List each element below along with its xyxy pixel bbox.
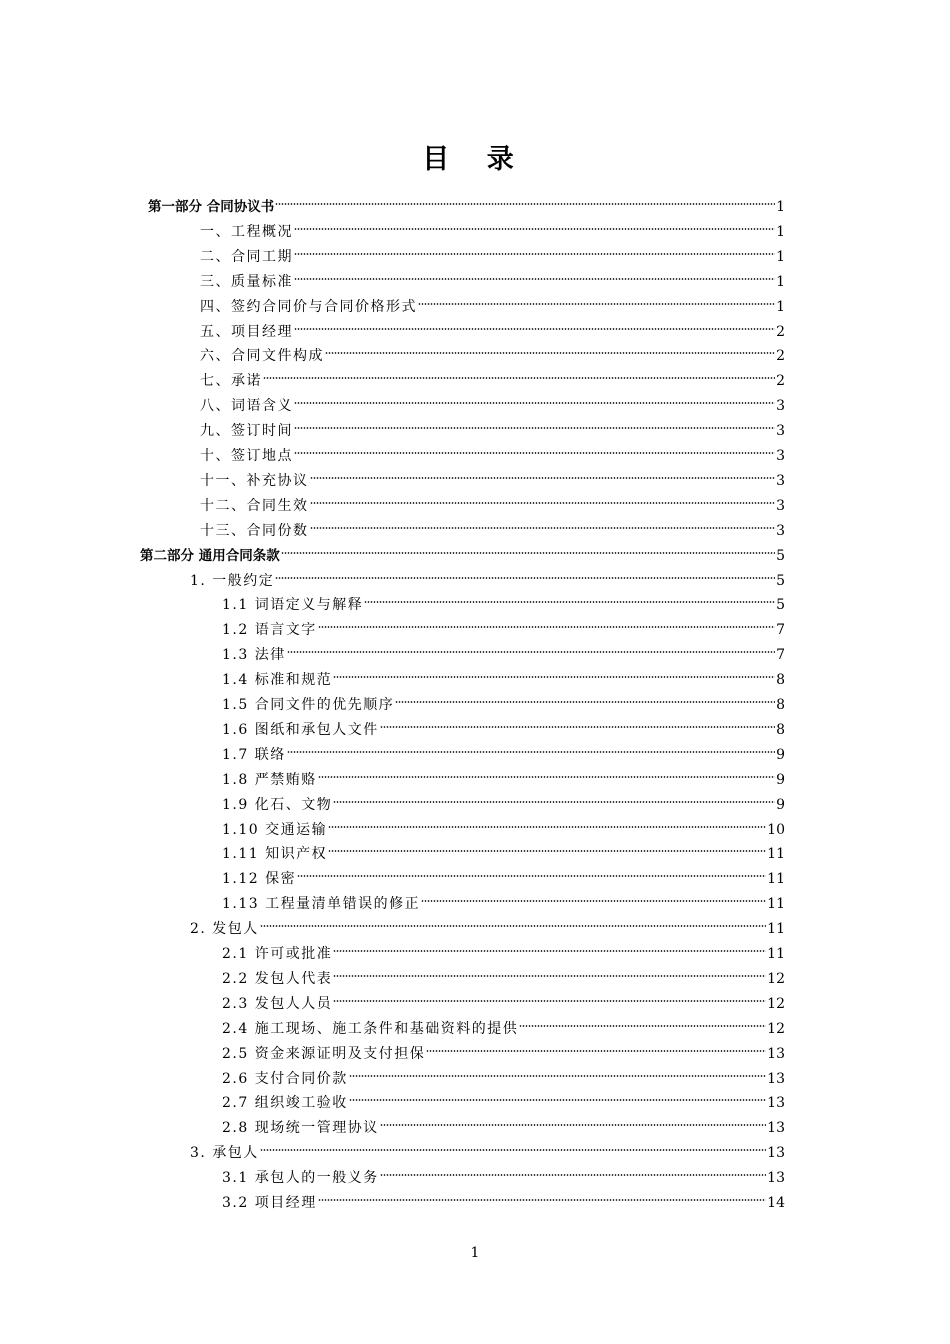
- toc-entry-label: 3. 承包人: [190, 1145, 259, 1162]
- toc-entry[interactable]: [190, 569, 785, 594]
- toc-entry-label: 2.3 发包人人员: [222, 995, 333, 1012]
- toc-entry[interactable]: [148, 195, 785, 220]
- toc-entry-page: 3: [776, 497, 785, 514]
- toc-leader-dots: [260, 923, 766, 929]
- toc-entry-page: 13: [767, 1070, 785, 1087]
- toc-entry-page: 9: [776, 771, 785, 788]
- toc-entry-label: 八、词语含义: [200, 398, 293, 415]
- toc-leader-dots: [294, 276, 775, 282]
- toc-entry-label: 二、合同工期: [200, 248, 293, 265]
- toc-entry-page: 1: [776, 223, 785, 240]
- toc-leader-dots: [333, 674, 775, 680]
- toc-entry-page: 13: [767, 1145, 785, 1162]
- toc-entry-label: 十、签订地点: [200, 448, 293, 464]
- toc-leader-dots: [263, 375, 775, 381]
- toc-leader-dots: [380, 724, 775, 730]
- toc-leader-dots: [395, 699, 775, 705]
- toc-entry[interactable]: [222, 992, 785, 1017]
- toc-leader-dots: [349, 1073, 766, 1079]
- toc-entry-page: 11: [767, 896, 785, 913]
- toc-entry[interactable]: [222, 1042, 785, 1067]
- toc-entry-label: 2.7 组织竣工验收: [222, 1095, 348, 1112]
- toc-entry[interactable]: [200, 494, 785, 519]
- toc-entry-page: 9: [776, 746, 785, 763]
- toc-leader-dots: [333, 998, 766, 1004]
- toc-leader-dots: [287, 649, 775, 655]
- toc-entry-label: 六、合同文件构成: [200, 348, 324, 365]
- toc-leader-dots: [294, 326, 775, 332]
- toc-entry-label: 1.2 语言文字: [222, 622, 317, 639]
- toc-entry-page: 13: [767, 1120, 785, 1137]
- toc-entry[interactable]: [222, 818, 785, 843]
- toc-entry-page: 10: [767, 821, 785, 838]
- toc-entry-page: 2: [776, 348, 785, 365]
- toc-entry[interactable]: [200, 444, 785, 469]
- toc-entry-label: 2.1 许可或批准: [222, 946, 333, 962]
- toc-entry-label: 七、承诺: [200, 373, 262, 390]
- toc-entry-page: 5: [776, 547, 785, 564]
- toc-entry-label: 1.8 严禁贿赂: [222, 771, 317, 788]
- toc-entry-label: 十三、合同份数: [200, 522, 309, 539]
- toc-entry[interactable]: [222, 643, 785, 668]
- toc-entry[interactable]: [222, 1017, 785, 1042]
- toc-entry[interactable]: [222, 768, 785, 793]
- toc-entry-label: 一、工程概况: [200, 223, 293, 240]
- toc-entry[interactable]: [222, 693, 785, 718]
- toc-entry[interactable]: [200, 220, 785, 245]
- toc-entry-label: 五、项目经理: [200, 323, 293, 340]
- toc-leader-dots: [294, 226, 775, 232]
- toc-leader-dots: [328, 848, 766, 854]
- toc-entry-label: 十二、合同生效: [200, 497, 309, 514]
- toc-entry[interactable]: [222, 892, 785, 917]
- toc-entry-page: 14: [767, 1195, 785, 1211]
- toc-entry-label: 1.1 词语定义与解释: [222, 597, 364, 614]
- toc-leader-dots: [294, 425, 775, 431]
- toc-entry-page: 12: [767, 1020, 785, 1037]
- toc-entry[interactable]: [222, 1166, 785, 1191]
- toc-entry-page: 3: [776, 423, 785, 440]
- toc-entry-page: 11: [767, 871, 785, 888]
- toc-entry[interactable]: [200, 369, 785, 394]
- toc-entry-label: 1. 一般约定: [190, 572, 275, 589]
- toc-leader-dots: [380, 1122, 766, 1128]
- toc-entry-label: 三、质量标准: [200, 273, 293, 290]
- toc-entry-page: 1: [776, 273, 785, 290]
- toc-entry-page: 12: [767, 970, 785, 987]
- toc-entry[interactable]: [200, 419, 785, 444]
- toc-leader-dots: [325, 350, 775, 356]
- toc-leader-dots: [333, 973, 766, 979]
- toc-entry[interactable]: [222, 793, 785, 818]
- toc-entry[interactable]: [222, 1191, 785, 1216]
- toc-leader-dots: [275, 201, 775, 207]
- toc-entry[interactable]: [200, 270, 785, 295]
- toc-entry-page: 11: [767, 946, 785, 962]
- toc-entry[interactable]: [222, 1116, 785, 1141]
- toc-entry-page: 3: [776, 472, 785, 489]
- toc-entry[interactable]: [222, 1067, 785, 1092]
- toc-entry-label: 1.9 化石、文物: [222, 796, 333, 813]
- toc-entry-label: 1.4 标准和规范: [222, 672, 333, 689]
- toc-entry[interactable]: [222, 967, 785, 992]
- toc-leader-dots: [310, 525, 776, 531]
- toc-entry[interactable]: [222, 842, 785, 867]
- toc-leader-dots: [310, 500, 776, 506]
- toc-entry-label: 1.6 图纸和承包人文件: [222, 721, 379, 738]
- toc-leader-dots: [418, 301, 775, 307]
- page-title: 目 录: [422, 144, 528, 175]
- toc-entry-page: 1: [776, 248, 785, 265]
- toc-entry-label: 2.6 支付合同价款: [222, 1070, 348, 1087]
- toc-entry[interactable]: [200, 344, 785, 369]
- toc-entry-page: 13: [767, 1045, 785, 1062]
- toc-entry-label: 十一、补充协议: [200, 472, 309, 489]
- toc-entry-page: 12: [767, 995, 785, 1012]
- toc-entry-label: 1.7 联络: [222, 746, 286, 763]
- toc-entry-label: 1.3 法律: [222, 647, 286, 664]
- toc-entry-label: 3.1 承包人的一般义务: [222, 1170, 379, 1187]
- toc-leader-dots: [275, 575, 775, 581]
- toc-entry-page: 3: [776, 398, 785, 415]
- toc-leader-dots: [294, 251, 775, 257]
- toc-entry-page: 2: [776, 323, 785, 340]
- toc-entry[interactable]: [222, 1091, 785, 1116]
- toc-entry-page: 7: [776, 622, 785, 639]
- toc-leader-dots: [294, 400, 775, 406]
- toc-leader-dots: [333, 799, 775, 805]
- toc-leader-dots: [426, 1048, 766, 1054]
- toc-entry-label: 1.5 合同文件的优先顺序: [222, 697, 395, 713]
- toc-entry-page: 11: [767, 846, 785, 863]
- toc-entry-page: 5: [776, 572, 785, 589]
- toc-entry-label: 1.13 工程量清单错误的修正: [222, 896, 421, 913]
- toc-leader-dots: [297, 873, 766, 879]
- toc-entry-page: 3: [776, 522, 785, 539]
- page-number: 1: [470, 1245, 480, 1261]
- toc-entry[interactable]: [190, 1141, 785, 1166]
- toc-leader-dots: [310, 475, 776, 481]
- toc-leader-dots: [318, 624, 775, 630]
- toc-entry-label: 2.2 发包人代表: [222, 970, 333, 987]
- toc-entry-label: 2.8 现场统一管理协议: [222, 1120, 379, 1137]
- toc-entry-page: 11: [767, 921, 785, 938]
- toc-entry-label: 九、签订时间: [200, 423, 293, 440]
- toc-entry-page: 1: [776, 298, 785, 315]
- toc-entry-label: 第二部分 通用合同条款: [140, 547, 280, 564]
- toc-entry-page: 8: [776, 697, 785, 713]
- toc-entry-label: 四、签约合同价与合同价格形式: [200, 298, 417, 315]
- toc-entry[interactable]: [222, 618, 785, 643]
- toc-entry-label: 2. 发包人: [190, 921, 259, 938]
- toc-leader-dots: [328, 824, 766, 830]
- toc-entry-label: 2.4 施工现场、施工条件和基础资料的提供: [222, 1020, 519, 1037]
- toc-entry-page: 1: [776, 199, 785, 215]
- toc-entry[interactable]: [200, 245, 785, 270]
- toc-leader-dots: [421, 898, 766, 904]
- toc-entry-label: 3.2 项目经理: [222, 1195, 317, 1211]
- toc-entry-page: 8: [776, 672, 785, 689]
- toc-leader-dots: [519, 1023, 766, 1029]
- toc-leader-dots: [281, 550, 775, 556]
- toc-leader-dots: [333, 948, 766, 954]
- toc-entry-label: 第一部分 合同协议书: [148, 199, 275, 215]
- toc-leader-dots: [260, 1147, 766, 1153]
- toc-entry-label: 2.5 资金来源证明及支付担保: [222, 1045, 426, 1062]
- toc-leader-dots: [349, 1097, 766, 1103]
- toc-entry[interactable]: [200, 320, 785, 345]
- toc-entry[interactable]: [200, 469, 785, 494]
- toc-entry-page: 3: [776, 448, 785, 464]
- toc-entry[interactable]: [140, 544, 785, 569]
- toc-entry-page: 13: [767, 1095, 785, 1112]
- toc-leader-dots: [318, 1197, 766, 1203]
- toc-entry-page: 7: [776, 647, 785, 664]
- toc-entry[interactable]: [200, 519, 785, 544]
- toc-entry[interactable]: [222, 743, 785, 768]
- toc-leader-dots: [287, 749, 775, 755]
- toc-entry-page: 8: [776, 721, 785, 738]
- toc-leader-dots: [318, 774, 775, 780]
- toc-entry[interactable]: [200, 295, 785, 320]
- toc-entry-page: 5: [776, 597, 785, 614]
- toc-entry[interactable]: [222, 942, 785, 967]
- toc-entry-page: 9: [776, 796, 785, 813]
- toc-entry[interactable]: [222, 593, 785, 618]
- toc-entry-page: 13: [767, 1170, 785, 1187]
- toc-entry-page: 2: [776, 373, 785, 390]
- toc-entry[interactable]: [222, 718, 785, 743]
- toc-entry[interactable]: [222, 867, 785, 892]
- toc-leader-dots: [380, 1172, 766, 1178]
- toc-entry[interactable]: [222, 668, 785, 693]
- toc-entry[interactable]: [200, 394, 785, 419]
- toc-entry-label: 1.11 知识产权: [222, 846, 328, 863]
- toc-entry-label: 1.10 交通运输: [222, 821, 328, 838]
- toc-leader-dots: [364, 599, 775, 605]
- toc-entry[interactable]: [190, 917, 785, 942]
- toc-leader-dots: [294, 450, 775, 456]
- toc-entry-label: 1.12 保密: [222, 871, 297, 888]
